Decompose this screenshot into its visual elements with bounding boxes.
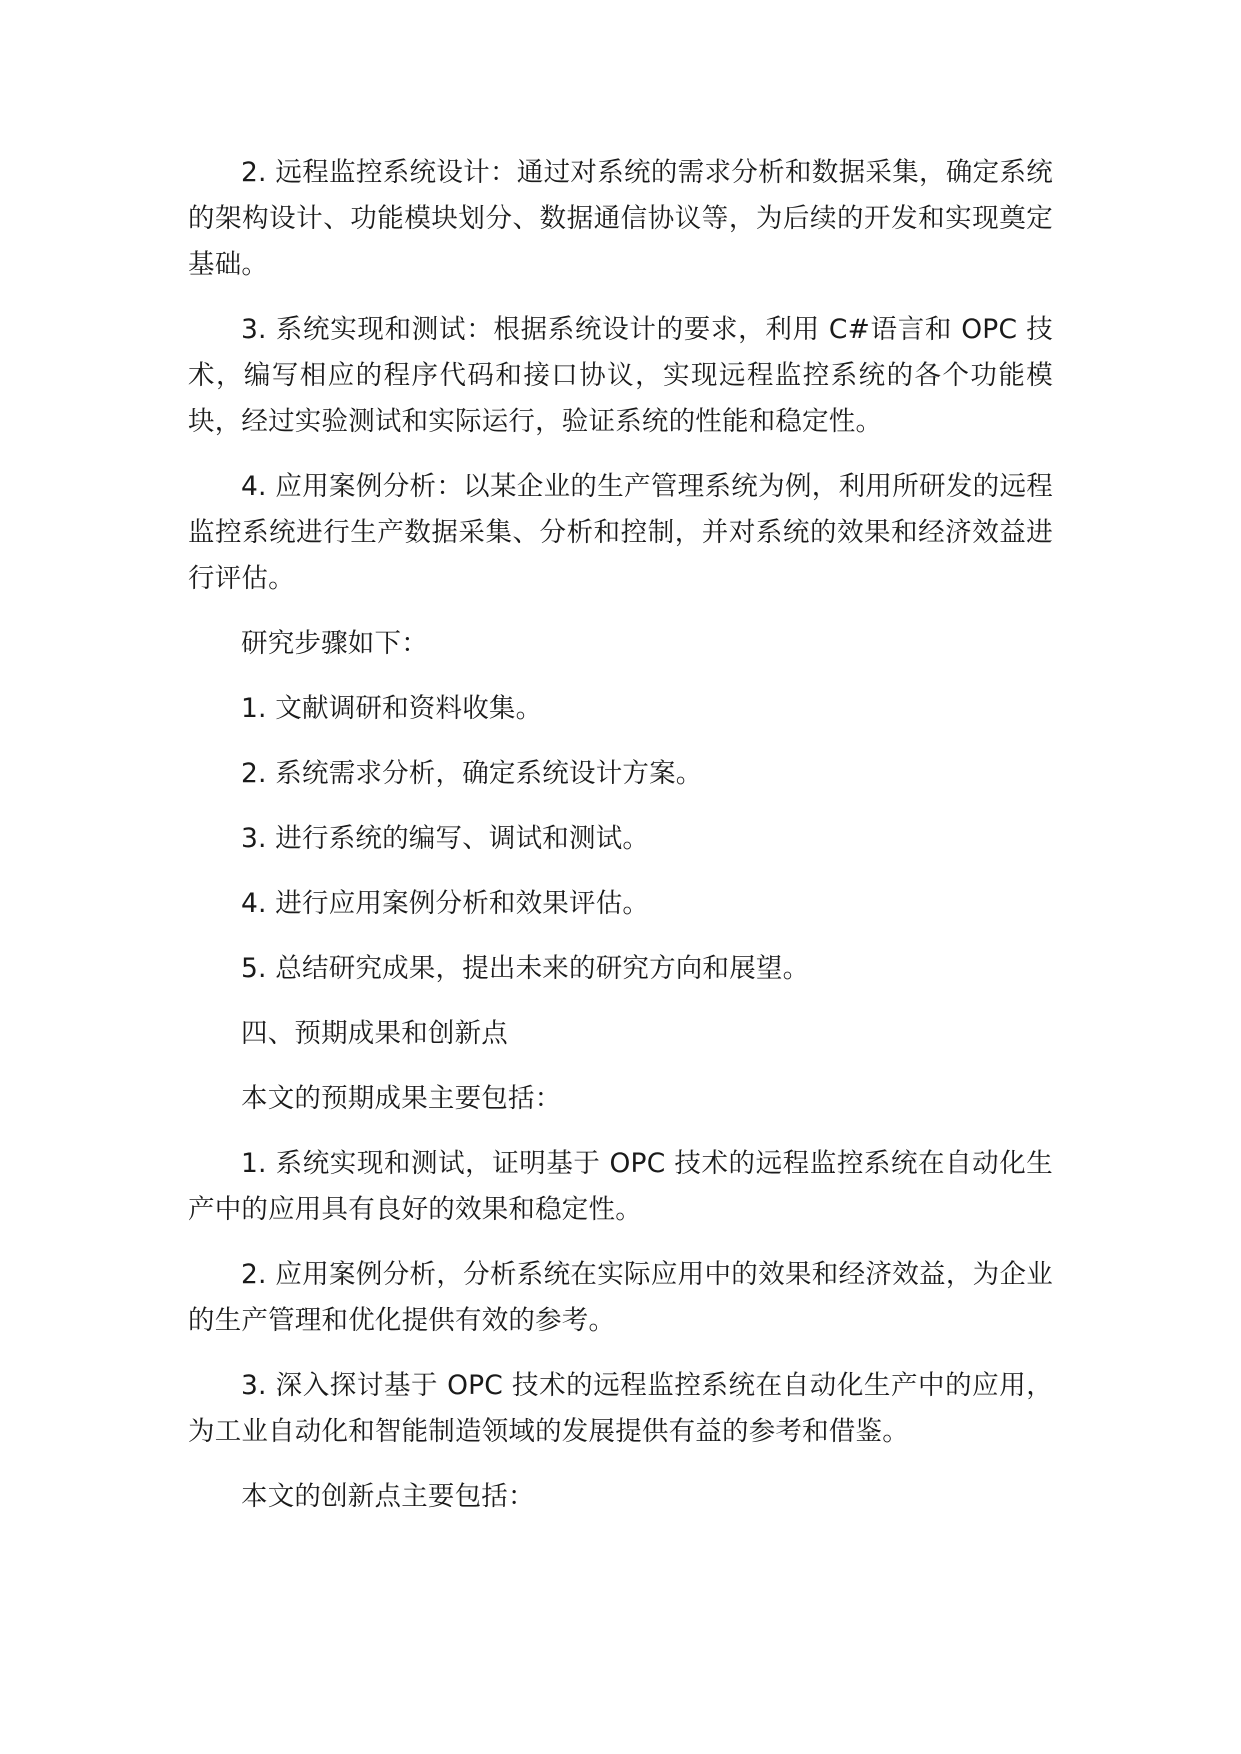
list-item-step-3: 3. 进行系统的编写、调试和测试。 bbox=[241, 823, 650, 854]
list-item-step-4: 4. 进行应用案例分析和效果评估。 bbox=[241, 888, 650, 919]
paragraph-expected-intro: 本文的预期成果主要包括： bbox=[241, 1083, 562, 1114]
list-item-expected-1: 1. 系统实现和测试，证明基于 OPC 技术的远程监控系统在自动化生产中的应用具有良好的效果和稳定性。 bbox=[188, 1148, 1053, 1225]
list-item-step-2: 2. 系统需求分析，确定系统设计方案。 bbox=[241, 758, 703, 789]
document-page bbox=[188, 150, 1053, 1539]
paragraph-design: 2. 远程监控系统设计：通过对系统的需求分析和数据采集，确定系统的架构设计、功能模块划分、数据通信协议等，为后续的开发和实现奠定基础。 bbox=[188, 157, 1053, 280]
list-item-expected-2: 2. 应用案例分析，分析系统在实际应用中的效果和经济效益，为企业的生产管理和优化提供有效的参考。 bbox=[188, 1259, 1053, 1336]
section-heading: 四、预期成果和创新点 bbox=[241, 1018, 508, 1049]
paragraph-steps-intro: 研究步骤如下： bbox=[241, 628, 428, 659]
paragraph-case-analysis: 4. 应用案例分析：以某企业的生产管理系统为例，利用所研发的远程监控系统进行生产数据采集、分析和控制，并对系统的效果和经济效益进行评估。 bbox=[188, 471, 1053, 594]
list-item-expected-3: 3. 深入探讨基于 OPC 技术的远程监控系统在自动化生产中的应用，为工业自动化和智能制造领域的发展提供有益的参考和借鉴。 bbox=[188, 1370, 1053, 1447]
paragraph-implementation: 3. 系统实现和测试：根据系统设计的要求，利用 C#语言和 OPC 技术，编写相应的程序代码和接口协议，实现远程监控系统的各个功能模块，经过实验测试和实际运行，验证系统的性能和稳定性。 bbox=[188, 314, 1053, 437]
list-item-step-5: 5. 总结研究成果，提出未来的研究方向和展望。 bbox=[241, 953, 810, 984]
list-item-step-1: 1. 文献调研和资料收集。 bbox=[241, 693, 543, 724]
paragraph-innovation-intro: 本文的创新点主要包括： bbox=[241, 1481, 535, 1512]
